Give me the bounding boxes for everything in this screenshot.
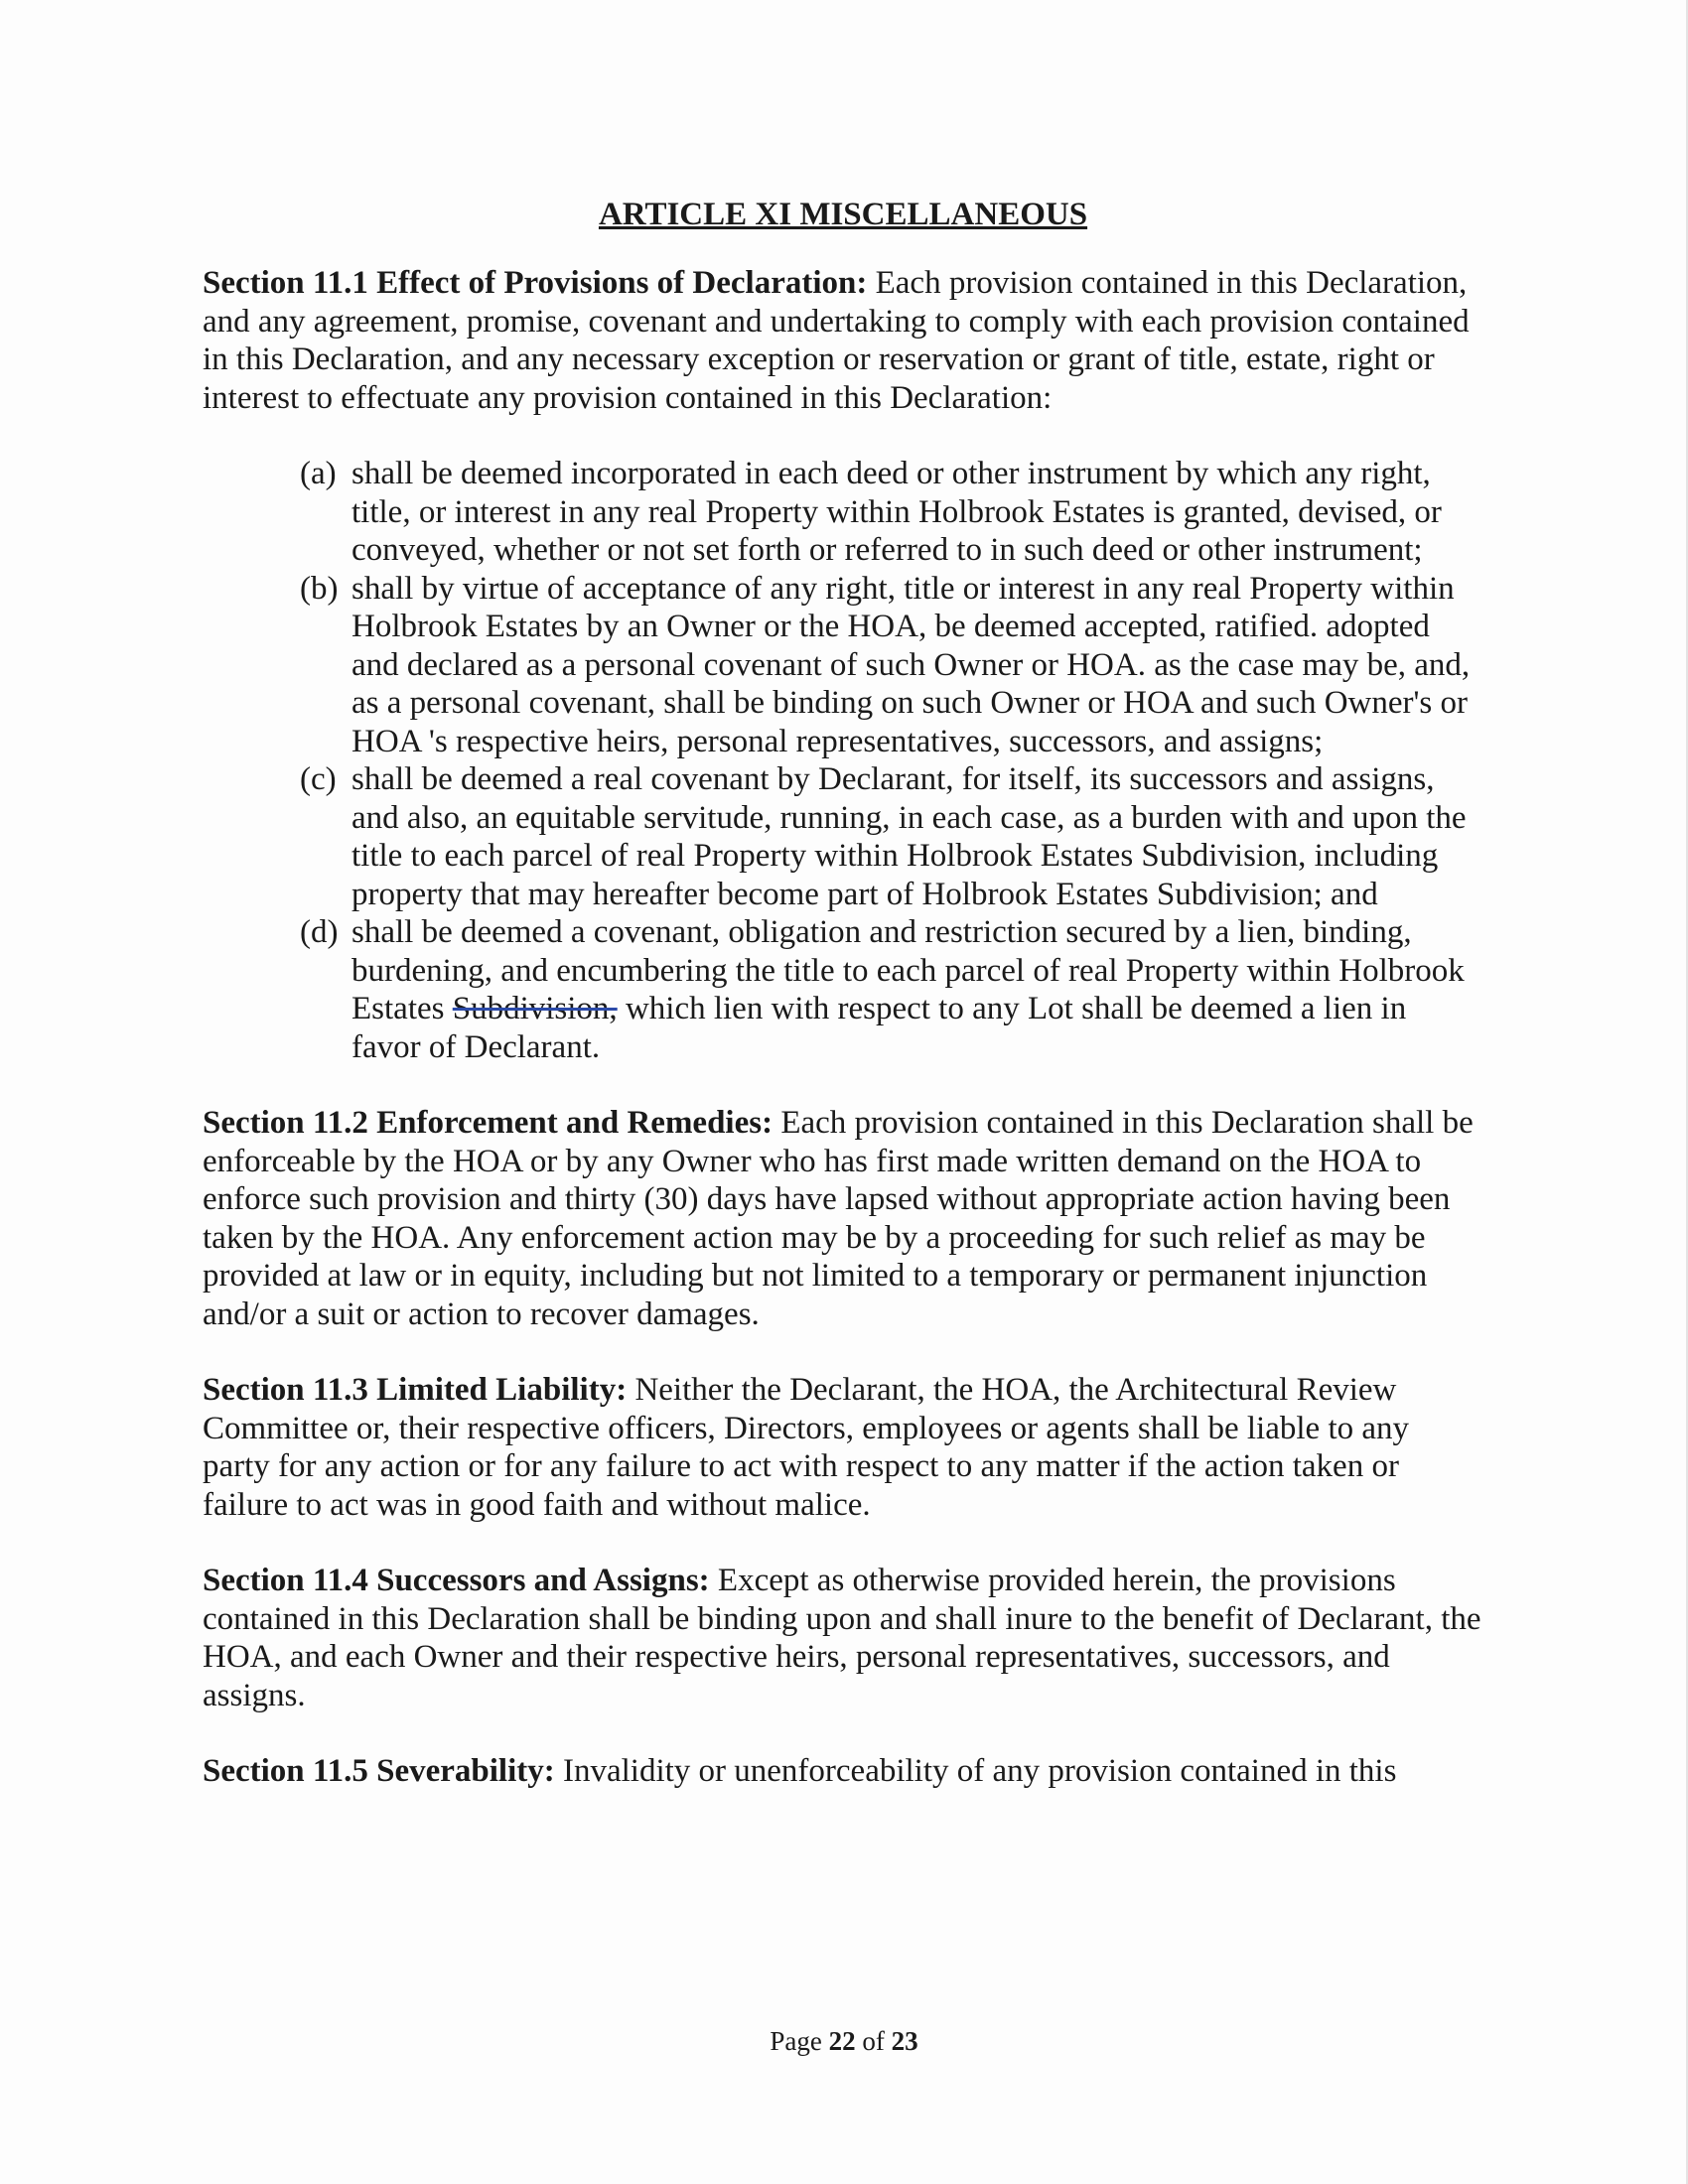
clause-b-text: shall by virtue of acceptance of any right, title or interest in any real Property within Holbrook Estates by an Owner or the HOA, be deemed accepted, ratified. adopted and declared as a personal covenant of such Owner or HOA. as the case may be, and, as a personal covenant, shall be binding on such Owner or HOA and such Owner's or HOA 's respective heirs, personal representatives, successors, and assigns; bbox=[352, 570, 1471, 759]
section-11-3 bbox=[203, 1371, 1483, 1524]
section-11-2 bbox=[203, 1104, 1483, 1333]
clause-d-struck-text: Subdivision, bbox=[452, 991, 618, 1026]
clause-a bbox=[300, 455, 1483, 570]
clause-d-text-before: shall be deemed a covenant, obligation and restriction secured by a lien, binding, burdening, and encumbering the title to each parcel of real Property within Holbrook Estates bbox=[352, 914, 1465, 1026]
footer-page-number: 22 bbox=[828, 2026, 856, 2056]
section-11-5-heading: Section 11.5 Severability: bbox=[203, 1753, 555, 1789]
section-11-2-body: Each provision contained in this Declaration shall be enforceable by the HOA or by any Owner who has first made written demand on the HOA to enforce such provision and thirty (30) days have lapsed without appropriate action having been taken by the HOA. Any enforcement action may be by a proceeding for such relief as may be provided at law or in equity, including but not limited to a temporary or permanent injunction and/or a suit or action to recover damages. bbox=[203, 1105, 1474, 1332]
clause-c-marker: (c) bbox=[300, 761, 337, 797]
section-11-1-clause-list bbox=[203, 455, 1483, 1066]
clause-c bbox=[300, 760, 1483, 913]
clause-a-text: shall be deemed incorporated in each deed or other instrument by which any right, title, or interest in any real Property within Holbrook Estates is granted, devised, or conveyed, whether or not set forth or referred to in such deed or other instrument; bbox=[352, 456, 1442, 568]
footer-page-word: Page bbox=[770, 2026, 822, 2056]
section-11-2-heading: Section 11.2 Enforcement and Remedies: bbox=[203, 1105, 774, 1141]
section-11-5 bbox=[203, 1752, 1483, 1791]
section-11-1 bbox=[203, 264, 1483, 417]
article-title: ARTICLE XI MISCELLANEOUS bbox=[598, 197, 1088, 232]
clause-d-marker: (d) bbox=[300, 914, 339, 950]
section-11-5-body: Invalidity or unenforceability of any provision contained in this bbox=[562, 1753, 1397, 1789]
section-11-1-heading: Section 11.1 Effect of Provisions of Declaration: bbox=[203, 265, 868, 301]
section-11-3-heading: Section 11.3 Limited Liability: bbox=[203, 1372, 628, 1408]
clause-b-marker: (b) bbox=[300, 570, 339, 607]
clause-b bbox=[300, 570, 1483, 761]
section-11-3-body: Neither the Declarant, the HOA, the Architectural Review Committee or, their respective officers, Directors, employees or agents shall be liable to any party for any action or for any failure to act with respect to any matter if the action taken or failure to act was in good faith and without malice. bbox=[203, 1372, 1410, 1523]
footer-page-total: 23 bbox=[891, 2026, 918, 2056]
clause-a-marker: (a) bbox=[300, 456, 337, 491]
section-11-4-body: Except as otherwise provided herein, the provisions contained in this Declaration shall be binding upon and shall inure to the benefit of Declarant, the HOA, and each Owner and their respective heirs, personal representatives, successors, and assigns. bbox=[203, 1563, 1481, 1713]
section-11-1-body: Each provision contained in this Declaration, and any agreement, promise, covenant and undertaking to comply with each provision contained in this Declaration, and any necessary exception or reservation or grant of title, estate, right or interest to effectuate any provision contained in this Declaration: bbox=[203, 265, 1470, 416]
page-footer bbox=[0, 2025, 1688, 2057]
section-11-4-heading: Section 11.4 Successors and Assigns: bbox=[203, 1563, 710, 1598]
section-11-4 bbox=[203, 1562, 1483, 1714]
footer-of-word: of bbox=[862, 2026, 885, 2056]
clause-d bbox=[300, 913, 1483, 1066]
page-content bbox=[203, 195, 1483, 1829]
clause-d-text-after: which lien with respect to any Lot shall be deemed a lien in favor of Declarant. bbox=[352, 991, 1407, 1065]
clause-c-text: shall be deemed a real covenant by Declarant, for itself, its successors and assigns, and also, an equitable servitude, running, in each case, as a burden with and upon the title to each parcel of real Property within Holbrook Estates Subdivision, including property that may hereafter become part of Holbrook Estates Subdivision; and bbox=[352, 761, 1467, 912]
